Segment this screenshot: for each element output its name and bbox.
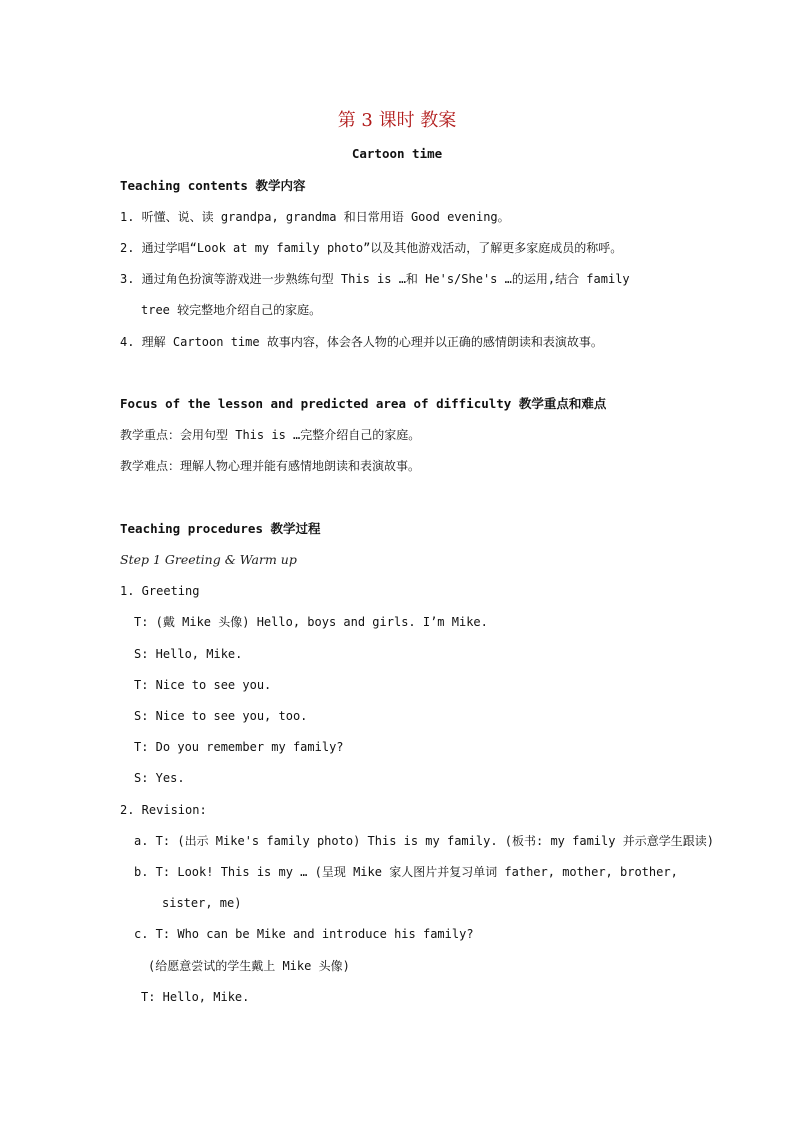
contents-item-3: 3. 通过角色扮演等游戏进一步熟练句型 This is …和 He's/She's …的运用,结合 family <box>120 272 630 286</box>
section-heading-focus: Focus of the lesson and predicted area of difficulty 教学重点和难点 <box>120 396 607 411</box>
revision-note: (给愿意尝试的学生戴上 Mike 头像) <box>148 959 350 973</box>
revision-item-b-continuation: sister, me) <box>162 896 242 910</box>
section-heading-procedures: Teaching procedures 教学过程 <box>120 521 321 536</box>
dialogue-line: T: (戴 Mike 头像) Hello, boys and girls. I’m Mike. <box>134 615 488 629</box>
page-title: 第 3 课时 教案 <box>337 110 457 131</box>
contents-item-4: 4. 理解 Cartoon time 故事内容，体会各人物的心理并以正确的感情朗读和表演故事。 <box>120 335 603 349</box>
revision-title: 2. Revision: <box>120 803 207 817</box>
page-subtitle: Cartoon time <box>351 146 443 161</box>
dialogue-line: T: Hello, Mike. <box>141 990 250 1004</box>
revision-item-a: a. T: (出示 Mike's family photo) This is my family. (板书: my family 并示意学生跟读) <box>134 834 714 848</box>
contents-item-2: 2. 通过学唱“Look at my family photo”以及其他游戏活动，了解更多家庭成员的称呼。 <box>120 241 623 255</box>
dialogue-line: S: Hello, Mike. <box>134 647 243 661</box>
focus-key-point: 教学重点：会用句型 This is …完整介绍自己的家庭。 <box>120 428 421 442</box>
dialogue-line: S: Nice to see you, too. <box>134 709 308 723</box>
greeting-title: 1. Greeting <box>120 584 200 598</box>
contents-item-3-continuation: tree 较完整地介绍自己的家庭。 <box>141 303 322 317</box>
dialogue-line: S: Yes. <box>134 771 185 785</box>
dialogue-line: T: Do you remember my family? <box>134 740 344 754</box>
revision-item-b: b. T: Look! This is my … (呈现 Mike 家人图片并复习单词 father, mother, brother, <box>134 865 678 879</box>
section-heading-contents: Teaching contents 教学内容 <box>120 178 306 193</box>
revision-item-c: c. T: Who can be Mike and introduce his family? <box>134 927 474 941</box>
dialogue-line: T: Nice to see you. <box>134 678 272 692</box>
focus-difficulty: 教学难点：理解人物心理并能有感情地朗读和表演故事。 <box>120 459 421 473</box>
step-1-title: Step 1 Greeting & Warm up <box>120 552 297 567</box>
contents-item-1: 1. 听懂、说、读 grandpa, grandma 和日常用语 Good evening。 <box>120 210 510 224</box>
